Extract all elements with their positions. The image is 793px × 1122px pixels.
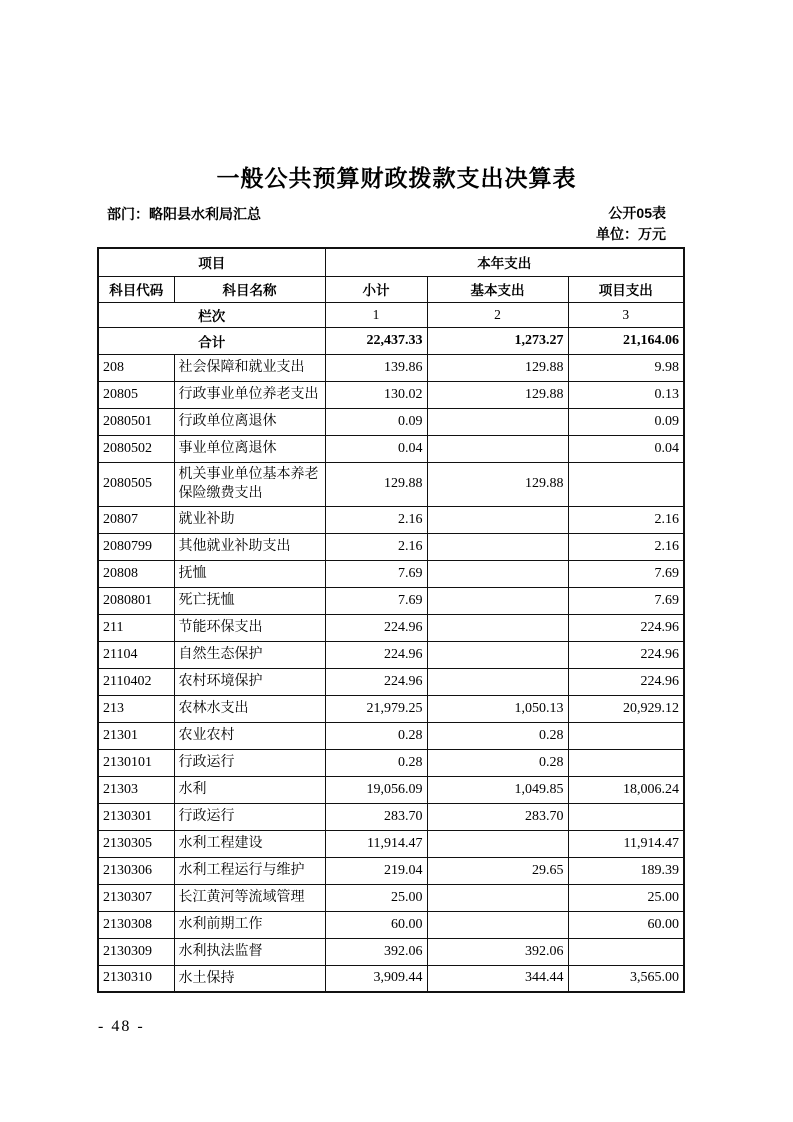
cell-subject-name: 抚恤 <box>174 560 325 587</box>
total-row <box>98 327 684 354</box>
cell-subtotal: 21,979.25 <box>325 695 427 722</box>
table-row <box>98 884 684 911</box>
table-body <box>98 354 684 992</box>
cell-project-expenditure: 0.13 <box>568 381 684 408</box>
cell-subject-code: 2130305 <box>98 830 174 857</box>
cell-basic-expenditure: 29.65 <box>427 857 568 884</box>
cell-subject-code: 2080505 <box>98 462 174 506</box>
cell-subject-code: 2080501 <box>98 408 174 435</box>
cell-subject-code: 21104 <box>98 641 174 668</box>
cell-subject-name: 自然生态保护 <box>174 641 325 668</box>
cell-project-expenditure <box>568 722 684 749</box>
cell-subject-code: 2110402 <box>98 668 174 695</box>
table-row <box>98 857 684 884</box>
cell-project-expenditure: 7.69 <box>568 560 684 587</box>
cell-basic-expenditure: 344.44 <box>427 965 568 992</box>
cell-subject-code: 20805 <box>98 381 174 408</box>
cell-subject-code: 2130101 <box>98 749 174 776</box>
header-columns-row <box>98 276 684 302</box>
department-label: 部门：略阳县水利局汇总 <box>107 206 261 222</box>
cell-subject-code: 2080799 <box>98 533 174 560</box>
cell-subject-name: 事业单位离退休 <box>174 435 325 462</box>
cell-basic-expenditure <box>427 641 568 668</box>
table-row <box>98 354 684 381</box>
cell-project-expenditure: 18,006.24 <box>568 776 684 803</box>
table-row <box>98 560 684 587</box>
header-group-row <box>98 248 684 276</box>
cell-basic-expenditure <box>427 614 568 641</box>
total-basic: 1,273.27 <box>427 327 568 354</box>
cell-project-expenditure: 224.96 <box>568 614 684 641</box>
cell-basic-expenditure: 1,049.85 <box>427 776 568 803</box>
unit-label: 单位：万元 <box>596 226 666 242</box>
cell-project-expenditure: 189.39 <box>568 857 684 884</box>
cell-basic-expenditure: 1,050.13 <box>427 695 568 722</box>
table-row <box>98 381 684 408</box>
cell-subtotal: 392.06 <box>325 938 427 965</box>
cell-subject-code: 2080502 <box>98 435 174 462</box>
cell-subtotal: 224.96 <box>325 641 427 668</box>
header-group-year-expenditure: 本年支出 <box>325 248 684 276</box>
cell-subject-name: 水利 <box>174 776 325 803</box>
cell-project-expenditure: 20,929.12 <box>568 695 684 722</box>
header-col-subject-code: 科目代码 <box>98 276 174 302</box>
cell-project-expenditure: 60.00 <box>568 911 684 938</box>
cell-subtotal: 129.88 <box>325 462 427 506</box>
cell-basic-expenditure: 0.28 <box>427 749 568 776</box>
cell-project-expenditure: 3,565.00 <box>568 965 684 992</box>
cell-subject-name: 节能环保支出 <box>174 614 325 641</box>
cell-project-expenditure: 224.96 <box>568 668 684 695</box>
cell-subject-code: 208 <box>98 354 174 381</box>
cell-subtotal: 139.86 <box>325 354 427 381</box>
header-group-item: 项目 <box>98 248 325 276</box>
column-index-row <box>98 302 684 327</box>
table-row <box>98 506 684 533</box>
cell-subject-code: 21303 <box>98 776 174 803</box>
cell-basic-expenditure: 129.88 <box>427 354 568 381</box>
column-index-1: 1 <box>325 302 427 327</box>
page-title: 一般公共预算财政拨款支出决算表 <box>216 166 577 191</box>
cell-subject-name: 行政事业单位养老支出 <box>174 381 325 408</box>
total-project: 21,164.06 <box>568 327 684 354</box>
cell-subtotal: 19,056.09 <box>325 776 427 803</box>
cell-basic-expenditure <box>427 884 568 911</box>
table-row <box>98 641 684 668</box>
cell-subject-name: 行政单位离退休 <box>174 408 325 435</box>
table-row <box>98 587 684 614</box>
cell-project-expenditure: 2.16 <box>568 506 684 533</box>
cell-subtotal: 7.69 <box>325 587 427 614</box>
cell-subject-name: 水土保持 <box>174 965 325 992</box>
table-row <box>98 938 684 965</box>
cell-basic-expenditure <box>427 560 568 587</box>
table-row <box>98 614 684 641</box>
header-col-project-expenditure: 项目支出 <box>568 276 684 302</box>
cell-basic-expenditure <box>427 911 568 938</box>
budget-table <box>97 247 685 993</box>
cell-basic-expenditure: 283.70 <box>427 803 568 830</box>
cell-project-expenditure <box>568 749 684 776</box>
cell-project-expenditure: 11,914.47 <box>568 830 684 857</box>
cell-project-expenditure: 25.00 <box>568 884 684 911</box>
table-row <box>98 435 684 462</box>
cell-subject-code: 20807 <box>98 506 174 533</box>
cell-subject-code: 213 <box>98 695 174 722</box>
cell-project-expenditure <box>568 938 684 965</box>
cell-project-expenditure: 0.09 <box>568 408 684 435</box>
cell-basic-expenditure <box>427 506 568 533</box>
cell-subtotal: 130.02 <box>325 381 427 408</box>
cell-subtotal: 11,914.47 <box>325 830 427 857</box>
cell-subtotal: 0.04 <box>325 435 427 462</box>
cell-subtotal: 224.96 <box>325 668 427 695</box>
header-col-basic-expenditure: 基本支出 <box>427 276 568 302</box>
cell-basic-expenditure <box>427 668 568 695</box>
cell-basic-expenditure <box>427 533 568 560</box>
cell-subject-name: 社会保障和就业支出 <box>174 354 325 381</box>
cell-subtotal: 219.04 <box>325 857 427 884</box>
cell-basic-expenditure: 0.28 <box>427 722 568 749</box>
cell-subject-name: 水利工程建设 <box>174 830 325 857</box>
cell-subject-name: 水利工程运行与维护 <box>174 857 325 884</box>
cell-subtotal: 224.96 <box>325 614 427 641</box>
cell-subject-name: 水利执法监督 <box>174 938 325 965</box>
table-row <box>98 408 684 435</box>
cell-subject-name: 行政运行 <box>174 749 325 776</box>
cell-project-expenditure <box>568 803 684 830</box>
cell-basic-expenditure: 129.88 <box>427 381 568 408</box>
table-row <box>98 911 684 938</box>
column-index-2: 2 <box>427 302 568 327</box>
total-subtotal: 22,437.33 <box>325 327 427 354</box>
cell-subject-name: 就业补助 <box>174 506 325 533</box>
total-label: 合计 <box>98 327 325 354</box>
table-row <box>98 722 684 749</box>
table-row <box>98 965 684 992</box>
cell-project-expenditure: 7.69 <box>568 587 684 614</box>
meta-right-block <box>596 203 666 245</box>
cell-subtotal: 283.70 <box>325 803 427 830</box>
table-row <box>98 533 684 560</box>
cell-subject-code: 20808 <box>98 560 174 587</box>
cell-subject-code: 21301 <box>98 722 174 749</box>
cell-basic-expenditure <box>427 830 568 857</box>
table-row <box>98 776 684 803</box>
cell-subject-code: 2130306 <box>98 857 174 884</box>
cell-subject-name: 其他就业补助支出 <box>174 533 325 560</box>
column-index-3: 3 <box>568 302 684 327</box>
cell-project-expenditure: 224.96 <box>568 641 684 668</box>
cell-subject-name: 农林水支出 <box>174 695 325 722</box>
table-row <box>98 695 684 722</box>
cell-subject-code: 2130310 <box>98 965 174 992</box>
cell-subtotal: 2.16 <box>325 506 427 533</box>
table-row <box>98 830 684 857</box>
cell-subject-name: 水利前期工作 <box>174 911 325 938</box>
cell-project-expenditure <box>568 462 684 506</box>
table-row <box>98 803 684 830</box>
cell-subtotal: 2.16 <box>325 533 427 560</box>
cell-subtotal: 0.28 <box>325 749 427 776</box>
cell-subject-code: 2130301 <box>98 803 174 830</box>
cell-subject-code: 2130308 <box>98 911 174 938</box>
cell-basic-expenditure: 392.06 <box>427 938 568 965</box>
cell-project-expenditure: 2.16 <box>568 533 684 560</box>
cell-subject-name: 机关事业单位基本养老保险缴费支出 <box>174 462 325 506</box>
cell-basic-expenditure: 129.88 <box>427 462 568 506</box>
cell-subtotal: 25.00 <box>325 884 427 911</box>
cell-basic-expenditure <box>427 408 568 435</box>
column-index-label: 栏次 <box>98 302 325 327</box>
cell-subject-code: 2130307 <box>98 884 174 911</box>
page-number: - 48 - <box>98 1018 145 1035</box>
cell-project-expenditure: 0.04 <box>568 435 684 462</box>
cell-subject-name: 死亡抚恤 <box>174 587 325 614</box>
table-row <box>98 749 684 776</box>
cell-subtotal: 0.28 <box>325 722 427 749</box>
cell-subtotal: 0.09 <box>325 408 427 435</box>
cell-subject-name: 农业农村 <box>174 722 325 749</box>
cell-subtotal: 3,909.44 <box>325 965 427 992</box>
table-row <box>98 462 684 506</box>
cell-subtotal: 60.00 <box>325 911 427 938</box>
header-col-subtotal: 小计 <box>325 276 427 302</box>
cell-subject-code: 211 <box>98 614 174 641</box>
cell-basic-expenditure <box>427 435 568 462</box>
table-number-label: 公开05表 <box>608 205 666 221</box>
cell-subject-name: 长江黄河等流域管理 <box>174 884 325 911</box>
cell-subject-code: 2130309 <box>98 938 174 965</box>
table-row <box>98 668 684 695</box>
cell-subtotal: 7.69 <box>325 560 427 587</box>
cell-subject-name: 行政运行 <box>174 803 325 830</box>
cell-basic-expenditure <box>427 587 568 614</box>
cell-project-expenditure: 9.98 <box>568 354 684 381</box>
header-col-subject-name: 科目名称 <box>174 276 325 302</box>
cell-subject-code: 2080801 <box>98 587 174 614</box>
cell-subject-name: 农村环境保护 <box>174 668 325 695</box>
